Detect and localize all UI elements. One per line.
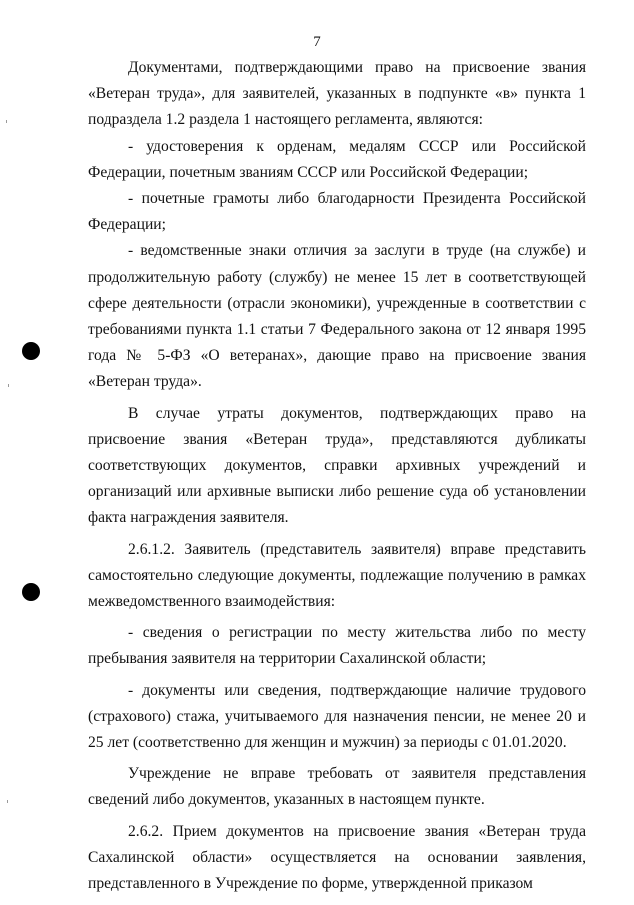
- paragraph-work-experience: - документы или сведения, подтверждающие наличие трудового (страхового) стажа, учитываемого для назначения пенсии, не менее 20 и 25 лет (соответственно для женщин и мужчин) за периоды с 01.01.2020.: [88, 681, 586, 752]
- paragraph-2-6-2: 2.6.2. Прием документов на присвоение звания «Ветеран труда Сахалинской области» осуществляется на основании заявления, представленного в Учреждение по форме, утвержденной приказом: [88, 822, 586, 893]
- scan-speck: [6, 120, 7, 123]
- scan-speck: [7, 800, 8, 803]
- paragraph-registration-info: - сведения о регистрации по месту жительства либо по месту пребывания заявителя на территории Сахалинской области;: [88, 624, 586, 668]
- punch-hole-mark: [22, 583, 40, 601]
- paragraph-institution-restriction: Учреждение не вправе требовать от заявителя представления сведений либо документов, указанных в настоящем пункте.: [88, 765, 586, 809]
- scan-speck: [8, 384, 9, 387]
- document-body: [88, 55, 586, 897]
- page-number: 7: [313, 34, 321, 50]
- punch-hole-mark: [22, 342, 40, 360]
- paragraph-certificates: - почетные грамоты либо благодарности Президента Российской Федерации;: [88, 190, 586, 234]
- paragraph-2-6-1-2: 2.6.1.2. Заявитель (представитель заявителя) вправе представить самостоятельно следующие документы, подлежащие получению в рамках межведомственного взаимодействия:: [88, 540, 586, 611]
- paragraph-orders-medals: - удостоверения к орденам, медалям СССР или Российской Федерации, почетным званиям СССР или Российской Федерации;: [88, 137, 586, 181]
- paragraph-lost-documents: В случае утраты документов, подтверждающих право на присвоение звания «Ветеран труда», представляются дубликаты соответствующих документов, справки архивных учреждений и организаций или архивные выписки либо решение суда об установлении факта награждения заявителя.: [88, 404, 586, 527]
- paragraph-documents-list-intro: Документами, подтверждающими право на присвоение звания «Ветеран труда», для заявителей, указанных в подпункте «в» пункта 1 подраздела 1.2 раздела 1 настоящего регламента, являются:: [88, 59, 586, 129]
- paragraph-departmental-insignia: - ведомственные знаки отличия за заслуги в труде (на службе) и продолжительную работу (службу) не менее 15 лет в соответствующей сфере деятельности (отрасли экономики), учрежденные в соответствии с требованиями пункта 1.1 статьи 7 Федерального закона от 12 января 1995 года № 5-ФЗ «О ветеранах», дающие право на присвоение звания «Ветеран труда».: [88, 242, 586, 391]
